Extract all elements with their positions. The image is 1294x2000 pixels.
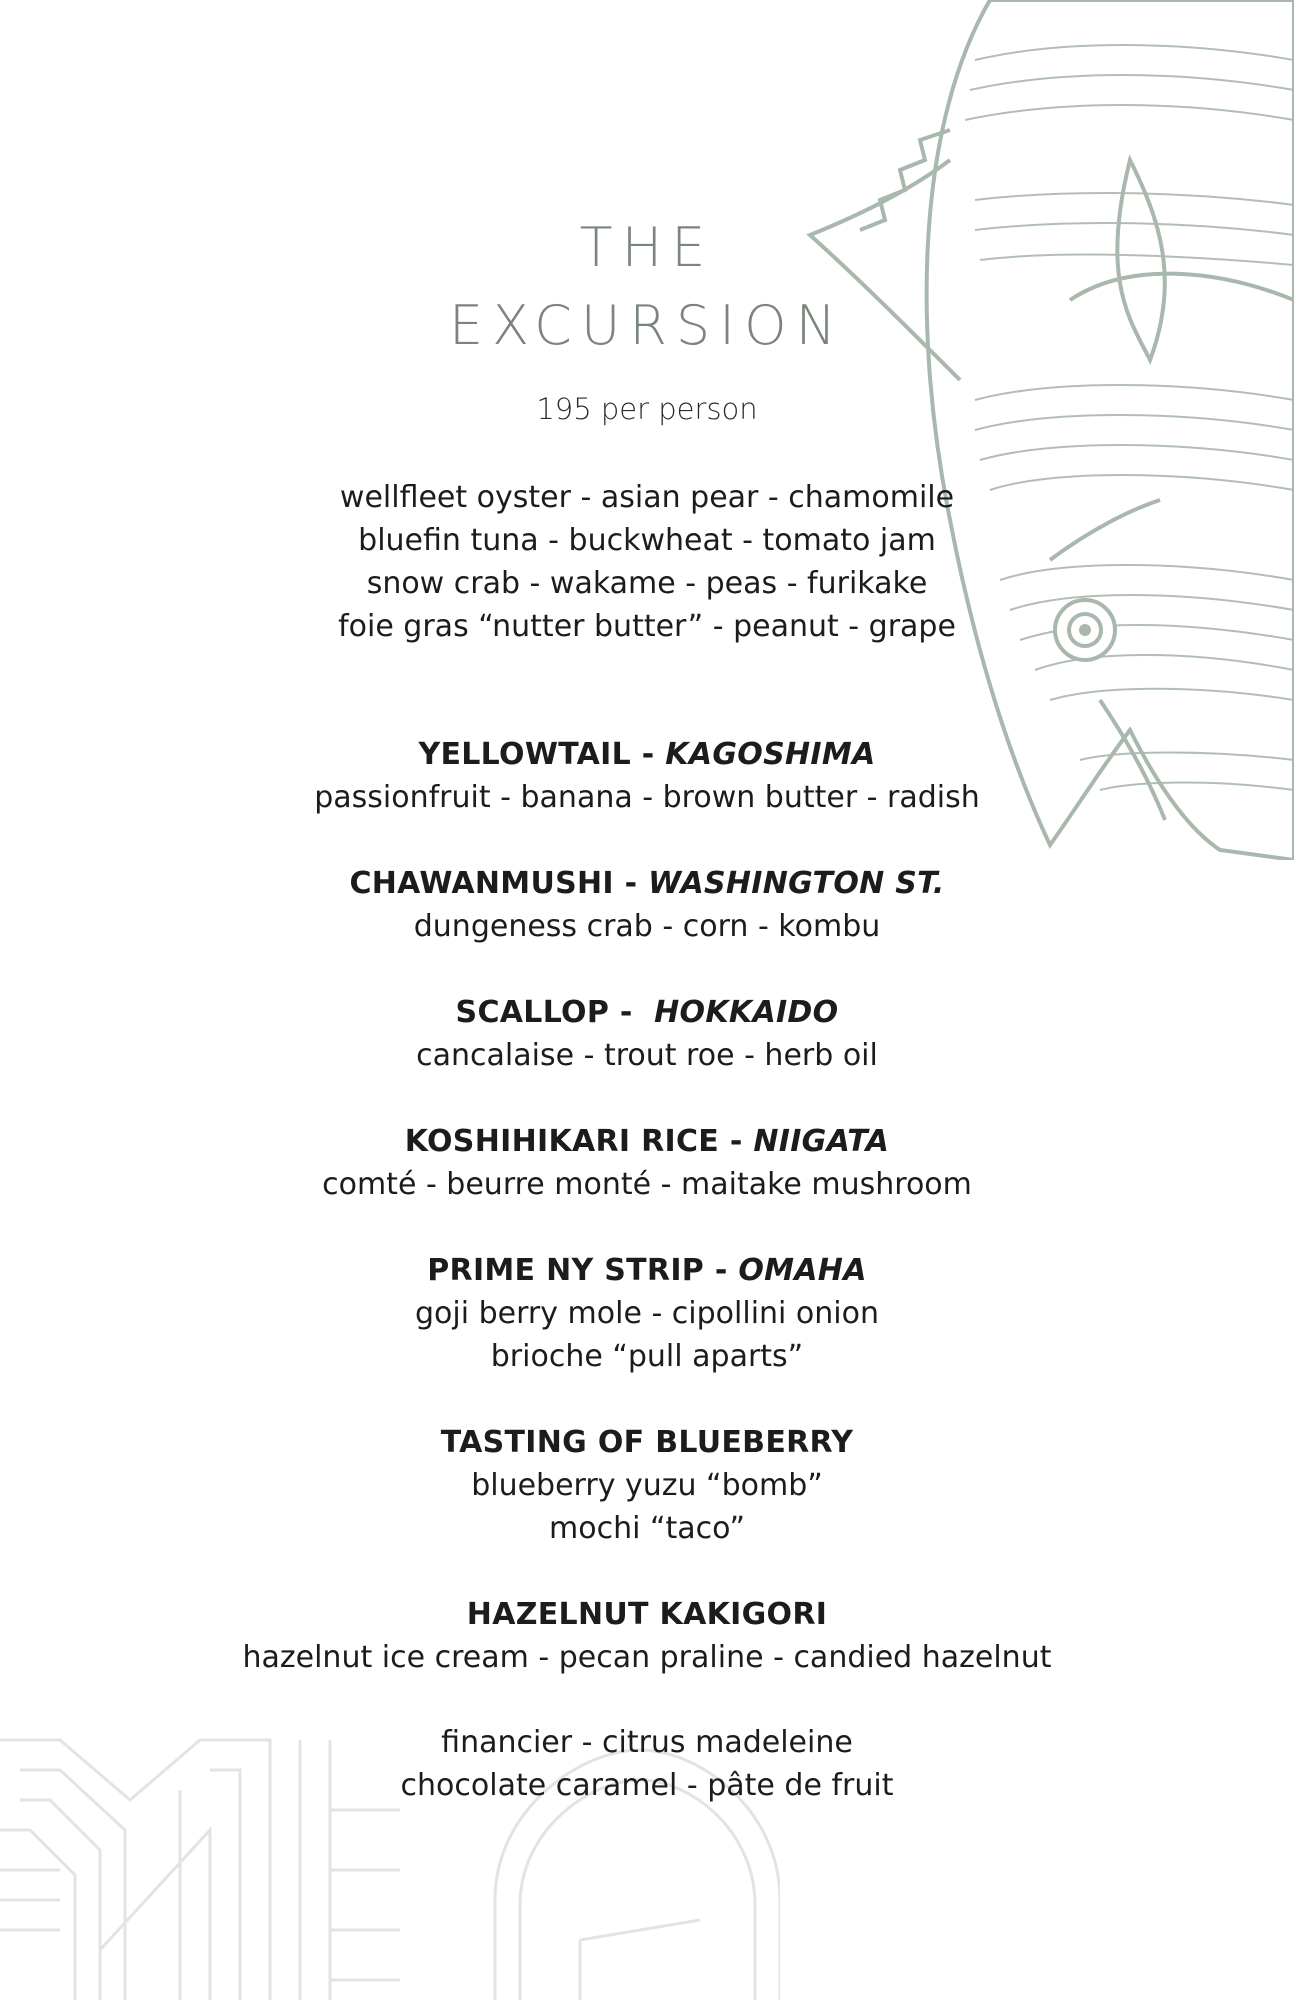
- course-line: goji berry mole - cipollini onion: [415, 1296, 879, 1331]
- course-blueberry: [0, 1421, 1294, 1550]
- mignardises-list: [0, 1721, 1294, 1807]
- course-name: HAZELNUT KAKIGORI: [466, 1597, 828, 1632]
- course-rice: [0, 1120, 1294, 1206]
- course-name: TASTING OF BLUEBERRY: [440, 1425, 854, 1460]
- course-line: cancalaise - trout roe - herb oil: [416, 1038, 878, 1073]
- course-line: blueberry yuzu “bomb”: [471, 1468, 823, 1503]
- course-heading: [0, 862, 1294, 905]
- mignardise-item: chocolate caramel - pâte de fruit: [400, 1768, 894, 1803]
- course-origin: WASHINGTON ST.: [648, 866, 945, 901]
- course-heading: [0, 1249, 1294, 1292]
- course-line: comté - beurre monté - maitake mushroom: [322, 1167, 972, 1202]
- course-name: CHAWANMUSHI -: [349, 866, 649, 901]
- course-scallop: [0, 991, 1294, 1077]
- price: 195 per person: [536, 392, 758, 426]
- course-strip: [0, 1249, 1294, 1378]
- course-origin: KAGOSHIMA: [665, 737, 876, 772]
- fish-illustration-icon: [800, 0, 1294, 860]
- course-name: YELLOWTAIL -: [418, 737, 666, 772]
- course-kakigori: [0, 1593, 1294, 1679]
- amuse-item: foie gras “nutter butter” - peanut - grape: [338, 609, 956, 644]
- menu-title-line2: EXCURSION: [448, 294, 846, 357]
- amuse-item: bluefin tuna - buckwheat - tomato jam: [358, 523, 936, 558]
- course-origin: NIIGATA: [753, 1124, 890, 1159]
- course-line: hazelnut ice cream - pecan praline - candied hazelnut: [242, 1640, 1052, 1675]
- course-line: dungeness crab - corn - kombu: [413, 909, 881, 944]
- course-line: mochi “taco”: [549, 1511, 745, 1546]
- course-chawanmushi: [0, 862, 1294, 948]
- amuse-item: snow crab - wakame - peas - furikake: [366, 566, 928, 601]
- course-heading: [0, 1593, 1294, 1636]
- course-heading: [0, 991, 1294, 1034]
- course-origin: OMAHA: [738, 1253, 867, 1288]
- menu-title-line1: THE: [579, 216, 715, 279]
- course-line: passionfruit - banana - brown butter - radish: [314, 780, 980, 815]
- course-yellowtail: [0, 733, 1294, 819]
- mignardise-item: financier - citrus madeleine: [441, 1725, 853, 1760]
- course-name: KOSHIHIKARI RICE -: [404, 1124, 754, 1159]
- amuse-bouche-list: [0, 476, 1294, 648]
- course-name: PRIME NY STRIP -: [427, 1253, 739, 1288]
- course-heading: [0, 733, 1294, 776]
- amuse-item: wellfleet oyster - asian pear - chamomile: [339, 480, 955, 515]
- course-name: SCALLOP -: [455, 995, 655, 1030]
- course-heading: [0, 1120, 1294, 1163]
- course-line: brioche “pull aparts”: [490, 1339, 804, 1374]
- course-heading: [0, 1421, 1294, 1464]
- course-origin: HOKKAIDO: [654, 995, 839, 1030]
